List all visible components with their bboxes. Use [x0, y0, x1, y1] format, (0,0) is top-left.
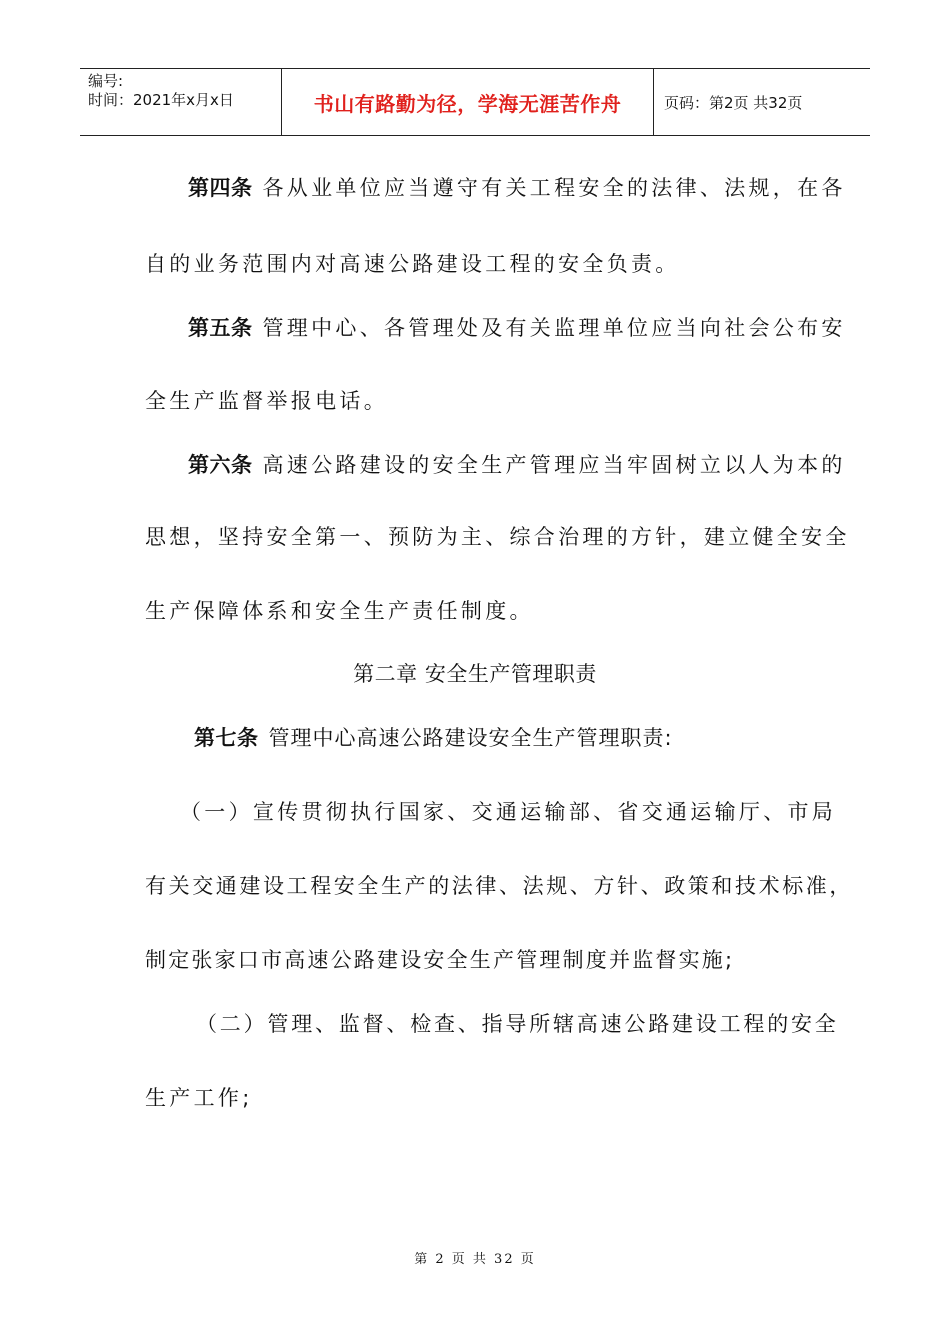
article7-item2-line1: （二）管理、监督、检查、指导所辖高速公路建设工程的安全: [196, 1012, 839, 1036]
article5-text1: 管理中心、各管理处及有关监理单位应当向社会公布安: [262, 316, 846, 340]
article4-text1: 各从业单位应当遵守有关工程安全的法律、法规，在各: [262, 176, 846, 200]
article5-line2: 全生产监督举报电话。: [145, 389, 388, 413]
article4-line2: 自的业务范围内对高速公路建设工程的安全负责。: [145, 252, 680, 276]
date-label: 时间：2021年x月x日: [88, 91, 234, 109]
article6-title: 第六条: [188, 453, 253, 477]
chapter2-title: 第二章 安全生产管理职责: [353, 662, 597, 686]
header-left-cell: [80, 69, 282, 135]
header-page-info: 页码：第2页 共32页: [664, 93, 803, 112]
article7-item1-line1: （一）宣传贯彻执行国家、交通运输部、省交通运输厅、市局: [180, 800, 837, 824]
article7-title: 第七条: [194, 726, 259, 750]
article4-title: 第四条: [188, 176, 253, 200]
header-right-cell: [654, 69, 870, 135]
article6-text1: 高速公路建设的安全生产管理应当牢固树立以人为本的: [262, 453, 846, 477]
number-label: 编号:: [88, 72, 124, 90]
page-footer: 第 2 页 共 32 页: [414, 1252, 536, 1267]
article7-line1: [194, 722, 950, 752]
article7-item1-line3: 制定张家口市高速公路建设安全生产管理制度并监督实施;: [145, 948, 735, 972]
header-middle-cell: [282, 69, 654, 135]
article6-line3: 生产保障体系和安全生产责任制度。: [145, 599, 534, 623]
document-header: [80, 68, 870, 136]
article5-line1: [188, 312, 950, 342]
article5-title: 第五条: [188, 316, 253, 340]
article6-line2: 思想，坚持安全第一、预防为主、综合治理的方针，建立健全安全: [145, 525, 850, 549]
article7-item2-line2: 生产工作;: [145, 1086, 253, 1110]
article4-line1: [188, 172, 950, 202]
article6-line1: [188, 449, 950, 479]
article7-item1-line2: 有关交通建设工程安全生产的法律、法规、方针、政策和技术标准，: [145, 874, 853, 898]
header-motto: 书山有路勤为径，学海无涯苦作舟: [313, 91, 622, 116]
article7-text1: 管理中心高速公路建设安全生产管理职责:: [268, 726, 673, 750]
